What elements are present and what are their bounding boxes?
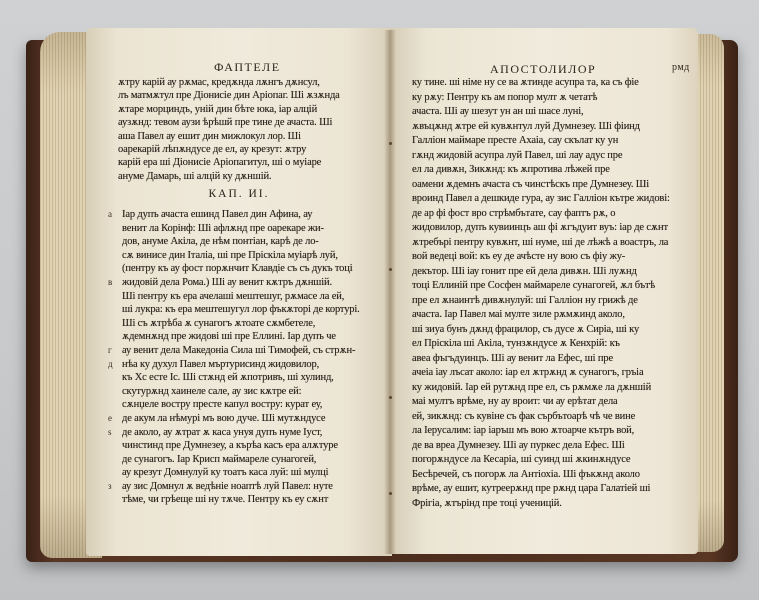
text-line: ел ла дивѫн, Зикѫнд: къ ѫпротива лѣжей пре <box>412 164 610 175</box>
text-line: ау венит дела Македонiа Сила шi Тимофей, съ стрѫн- <box>122 344 356 356</box>
text-line: ку тине. шi нiме ну се ва ѫтинде асупра та, ка съ фiе <box>412 77 639 88</box>
text-line: ку рѫу: Пентру къ ам попор мулт ѫ четатѣ <box>412 91 598 103</box>
text-line: скутурѫнд хаинеле сале, ау зис кѫтре ей: <box>122 385 302 397</box>
text-line: ѫтаре морциндъ, унiй дин бѣте юка, iар алцiй <box>118 103 318 115</box>
stitch-hole <box>389 142 392 145</box>
text-line: ачеiа iау лъсат аколо: iар ел ѫтрѫнд ѫ сунагогъ, гръiа <box>412 367 644 378</box>
text-line: Шi пентру къ ера ачелашi мештешуг, рѫмасе ла ей, <box>122 290 345 302</box>
text-line: ѫтру карiй ау рѫмас, кредѫнда лѫнгъ дѫнсул, <box>118 77 320 88</box>
text-line: сѫнџеле востру престе капул востру: курат еу, <box>122 399 323 411</box>
text-line: оамени ѫдемнъ ачаста съ чинстѣскъ пре Думнезеу. Шi <box>412 178 649 190</box>
right-page-body-text <box>412 76 688 511</box>
text-line: Шi съ ѫтрѣба ѫ сунагогъ ѫтоате сѫмбетеле, <box>122 317 316 329</box>
text-line: лъ матмѫтул пре Дiонисiе дин Арiопаг. Шi ѫзѫнда <box>118 90 340 102</box>
margin-note: д <box>108 359 113 369</box>
text-line: ау крезут Домнулуй ку тоатъ каса луй: шi мулцi <box>122 467 329 479</box>
text-line: де аколо, ау ѫтрат ѫ каса унуя дупъ нуме Iуст, <box>122 426 323 438</box>
text-line: ел Прiскiла шi Акiла, тунзѫндусе ѫ Кенхрiй: къ <box>412 338 620 349</box>
stitch-hole <box>389 268 392 271</box>
text-line: ѫвъцѫнд ѫтре ей кувѫнтул луй Думнезеу. Шi фiинд <box>412 120 640 132</box>
text-line: пре ел ѫнаинтѣ дивѫнулуй: шi Галлiон ну грижѣ де <box>412 294 638 306</box>
text-line: Бесѣречей, съ погорѫ ла Антiохiа. Шi фъкѫнд аколо <box>412 468 640 480</box>
text-line: погорѫндусе ла Кесарiа, шi суинд шi ѫкинѫндусе <box>412 454 631 465</box>
text-line: Iар дупъ ачаста ешинд Павел дин Афина, ау <box>122 209 313 220</box>
text-line: аузѫнд: тевом аузи ѣрѣшй пре тине де ачаста. Шi <box>118 117 333 129</box>
text-line: де сунагогъ. Iар Крисп маймареле сунагогей, <box>122 453 317 465</box>
text-line: жидовилор, дупъ кувиинцъ аш фi ѫгъдуит вуъ: iар де сѫнт <box>412 222 668 233</box>
text-line: карiй ера шi Дiонисiе Арiопагитул, шi о муiаре <box>118 157 322 169</box>
chapter-heading: КАП. ИI. <box>208 188 270 200</box>
text-line: авеа фъгъдуинцъ. Шi ау венит ла Ефес, шi пре <box>412 352 614 364</box>
text-line: тоцi Еллинiй пре Сосфен маймареле сунагогей, ѫл бътѣ <box>412 280 656 291</box>
text-line: ѫдемнѫнд пре жидовi шi пре Еллинi. Iар дупъ че <box>122 331 336 343</box>
text-line: сѫ винисе дин Iталiа, шi пре Прiскiла муiарѣ луй, <box>122 249 338 261</box>
text-line: вой ведецi вой: къ еу де ачѣсте ну вою съ фiу жу- <box>412 251 626 262</box>
right-page-header: АПОСТОЛИЛОР <box>490 62 597 76</box>
text-line: нѣа ку духул Павел мъртурисинд жидовилор, <box>122 358 320 370</box>
text-line: ей, зикѫнд: съ кувiне съ фак сърбътоарѣ чѣ че вине <box>412 410 636 422</box>
text-line: декътор. Шi iау гонит пре ей дела дивѫн. Шi луѫнд <box>412 265 637 277</box>
text-line: ачаста. Iар Павел маi мулте зиле рѫмѫинд аколо, <box>412 309 625 320</box>
margin-note: ѕ <box>108 427 112 437</box>
text-line: венит ла Корiнф: Шi афлѫнд пре оарекаре жи- <box>122 222 324 234</box>
margin-note: в <box>108 277 113 287</box>
text-line: вроинд Павел а дешкиде гура, ау зис Галлiон кътре жидовi: <box>412 193 670 204</box>
left-page-top-text <box>118 76 382 183</box>
text-line: тѣме, чи грѣеще шi ну тѫче. Пентру къ еу сѫнт <box>122 494 329 506</box>
left-page-body-text <box>122 208 382 507</box>
text-line: чинстинд пре Думнезеу, а кърѣа касъ ера алѫтуре <box>122 440 338 452</box>
text-line: врѣме, ау ешит, кутреерѫнд пре рѫнд цара Галатiей шi <box>412 483 651 494</box>
book-spine <box>384 30 396 554</box>
text-line: де ва вреа Думнезеу. Шi ау пуркес дела Ефес. Шi <box>412 439 625 451</box>
text-line: ла Iерусалим: iар iаръш мъ вою ѫтоарче кътръ вой, <box>412 425 635 436</box>
left-page-header: ФАПТЕЛЕ <box>214 60 281 74</box>
text-line: гѫнд жидовiй асупра луй Павел, шi лау адус пре <box>412 149 623 161</box>
text-line: къ Хс есте Iс. Шi стѫнд ей ѫпотривъ, шi хулинд, <box>122 372 334 384</box>
text-line: дов, ануме Акiла, де нѣм понтiан, карѣ де ло- <box>122 236 319 248</box>
margin-note: е <box>108 413 112 423</box>
text-line: ѫтребърi пентру кувѫнт, шi нуме, шi де лѣжѣ а воастръ, ла <box>412 236 669 248</box>
text-line: жидовiй дела Рома.) Шi ау венит кѫтръ дѫншiй. <box>122 276 332 288</box>
text-line: (пентру къ ау фост порѫнчит Клавдiе съ съ дукъ тоцi <box>122 263 353 275</box>
text-line: де ар фi фост вро стрѣмбътате, сау фаптъ рѫ, о <box>412 207 616 219</box>
stitch-hole <box>389 492 392 495</box>
margin-note: г <box>108 345 112 355</box>
text-line: ануме Дамарь, шi алцiй ку дѫншiй. <box>118 170 272 182</box>
margin-note: з <box>108 481 112 491</box>
margin-note: а <box>108 209 112 219</box>
text-line: Фрiгiа, ѫтърiнд пре тоцi ученицiй. <box>412 497 562 509</box>
text-line: аша Павел ау ешит дин мижлокул лор. Шi <box>118 130 301 142</box>
text-line: де акум ла нѣмурi мъ вою дуче. Шi мутѫндусе <box>122 412 326 424</box>
page-number: рмд <box>672 62 690 73</box>
text-line: оарекарiй лѣпѫндусе де ел, ау крезут: ѫтру <box>118 143 307 155</box>
stitch-hole <box>389 396 392 399</box>
text-line: Галлiон маймаре престе Ахаiа, сау скълат ку ун <box>412 135 619 146</box>
text-line: ку жидовiй. Iар ей рутѫнд пре ел, съ рѫмѫе ла дѫншiй <box>412 381 652 393</box>
text-line: ачаста. Шi ау шезут ун ан шi шасе лунi, <box>412 106 584 117</box>
text-line: маi мултъ врѣме, ну ау вроит: чи ау ерѣтат дела <box>412 396 618 407</box>
text-line: шi зиуа бунъ дѫнд фрацилор, съ дусе ѫ Сирiа, шi ку <box>412 323 640 335</box>
text-line: ау зис Домнул ѫ ведѣнiе ноаптѣ луй Павел: нуте <box>122 480 333 492</box>
text-line: шi лукра: къ ера мештешугул лор фъкѫторi де кортурi. <box>122 304 360 316</box>
